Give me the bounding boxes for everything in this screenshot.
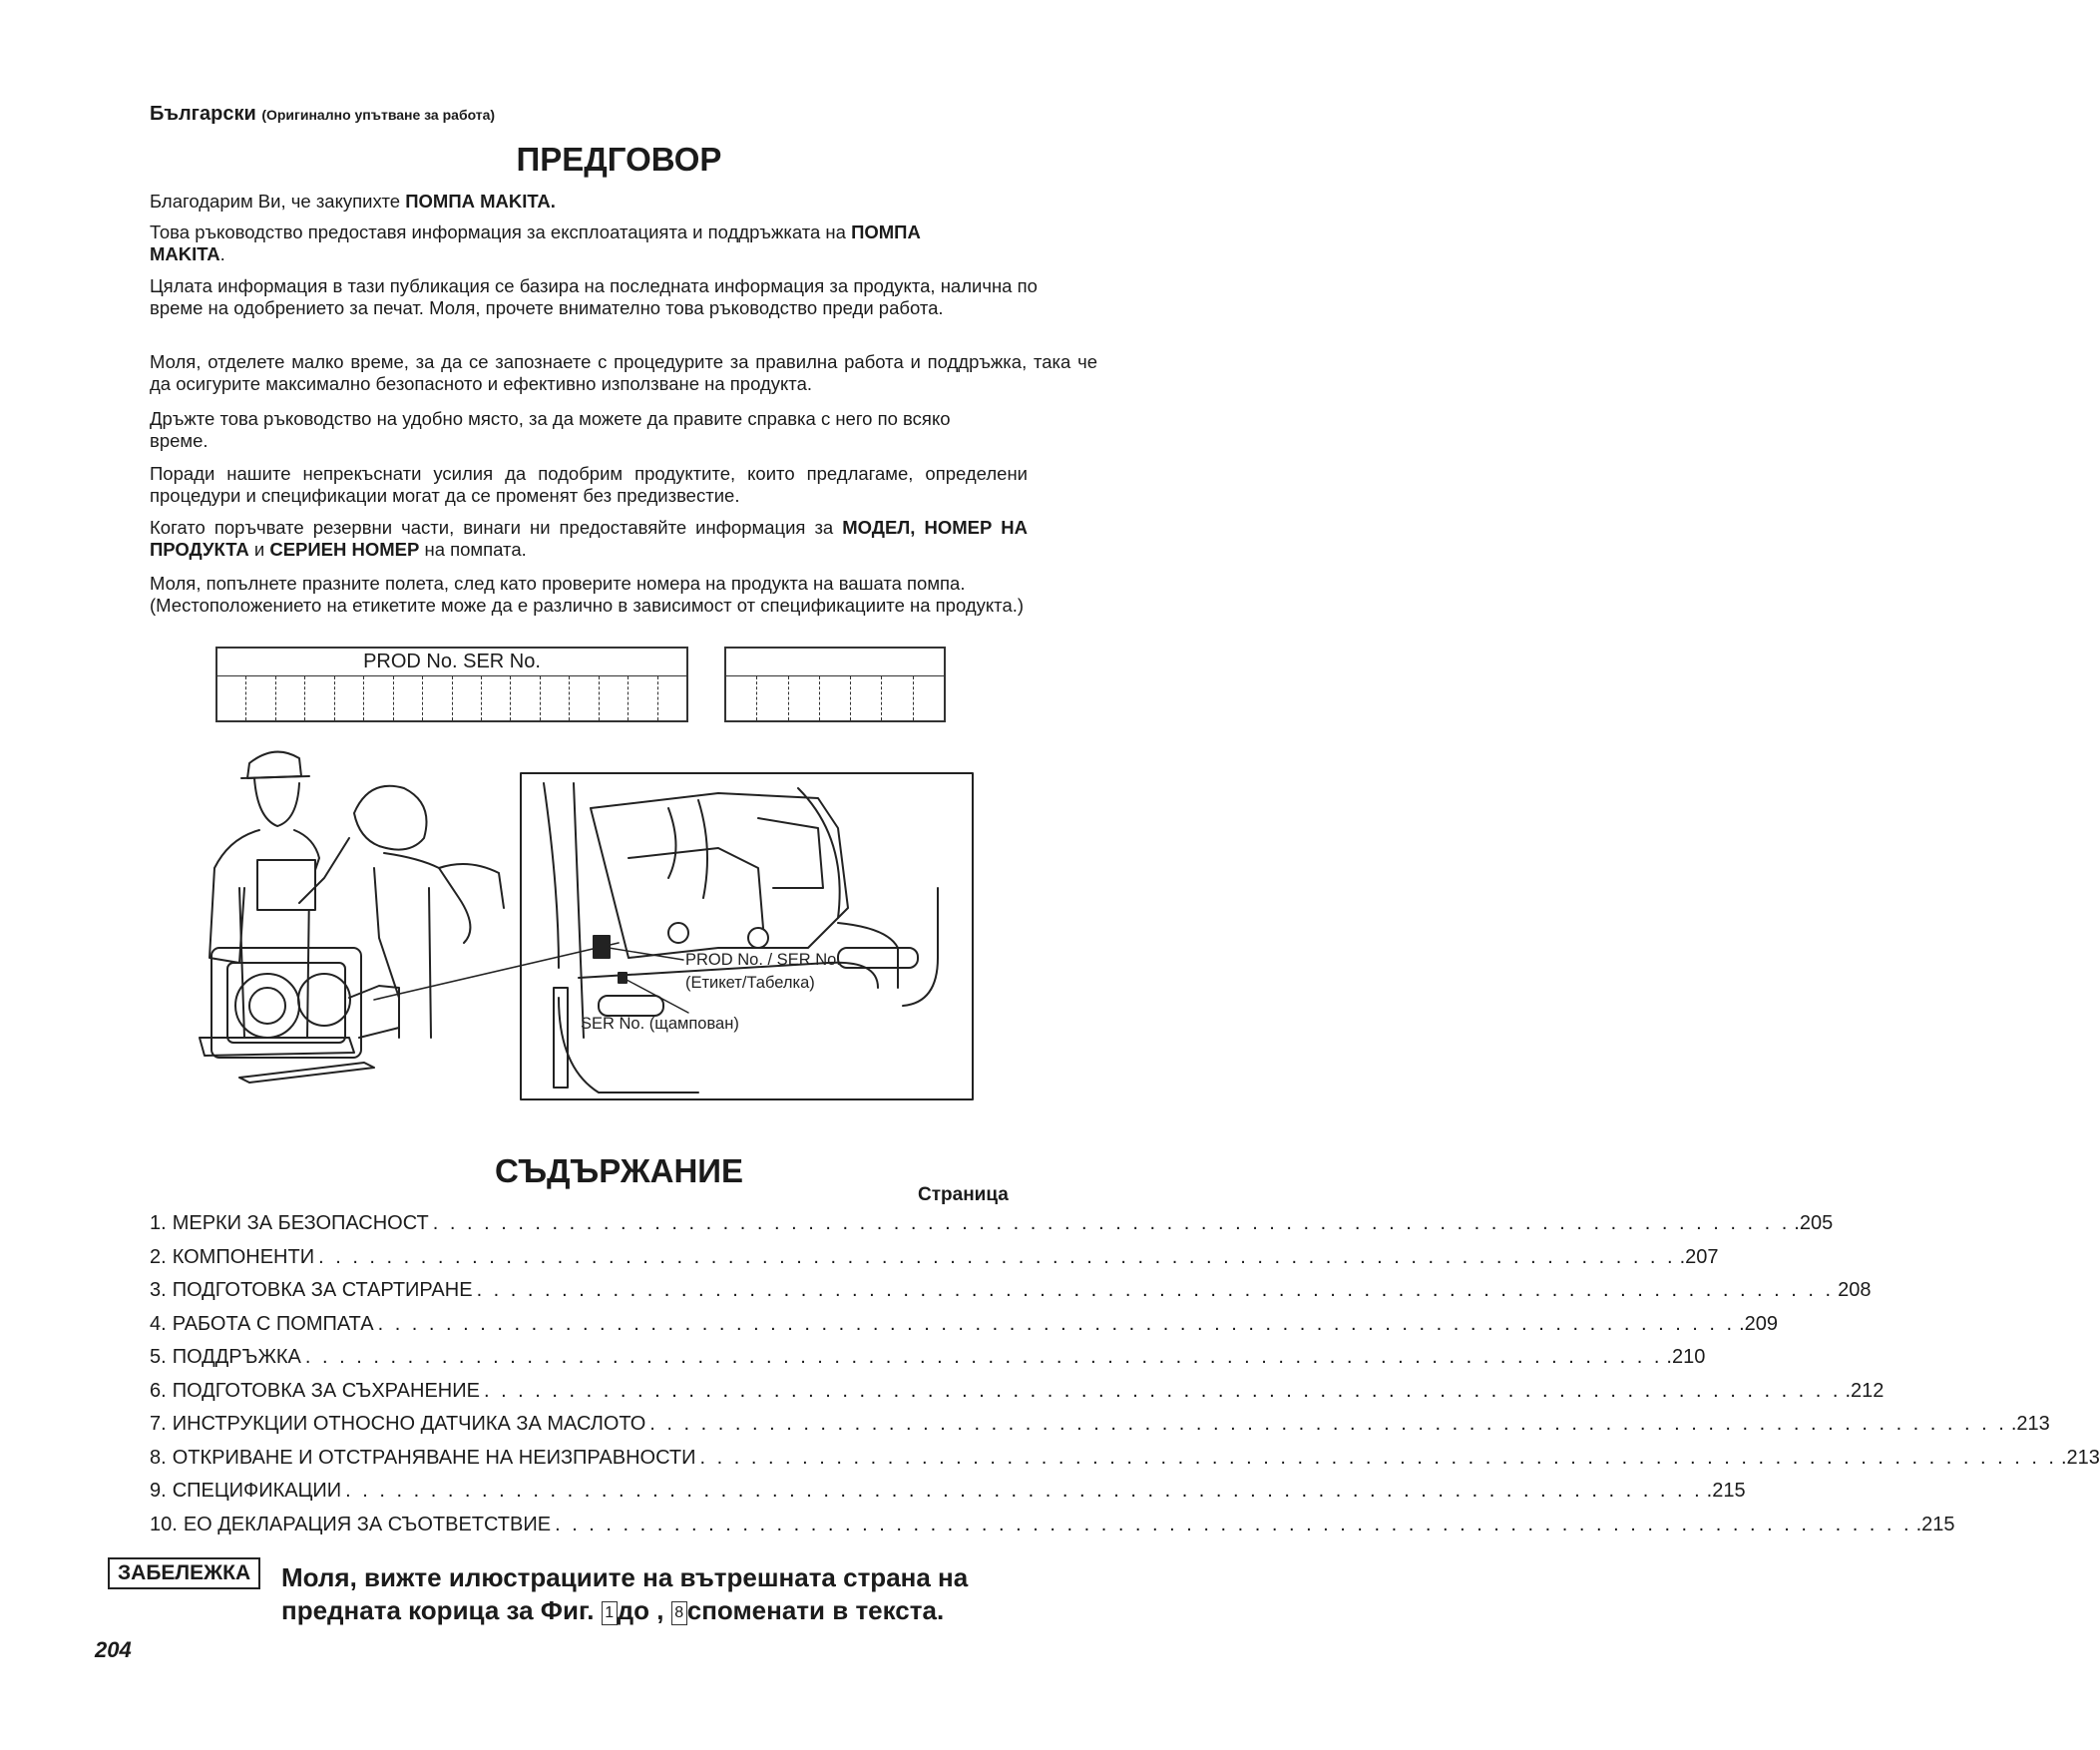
toc-item-number: 10.: [150, 1513, 178, 1535]
toc-item-page: .210: [1666, 1346, 1706, 1368]
caption-prod-ser: PROD No. / SER No.: [685, 951, 841, 969]
toc-item[interactable]: [150, 1480, 1746, 1510]
toc-item-page: 208: [1838, 1279, 1872, 1301]
foreword-paragraph-1: Благодарим Ви, че закупихте ПОМПА MAKITA.: [150, 191, 556, 212]
toc-leader-dots: . . . . . . . . . . . . . . . . . . . . . . . . . . . . . . . . . . . . . . . . . . . . . . . . . . . . . . . . . . . . . . . . . . . . . . . . . . . . . . . .: [377, 1312, 1736, 1335]
toc-leader-dots: . . . . . . . . . . . . . . . . . . . . . . . . . . . . . . . . . . . . . . . . . . . . . . . . . . . . . . . . . . . . . . . . . . . . . . . . . . . . . . . .: [432, 1212, 1791, 1234]
toc-item[interactable]: [150, 1245, 1719, 1276]
language-note: (Оригинално упътване за работа): [261, 107, 496, 123]
cap-icon: [247, 752, 301, 778]
toc-item-number: 1.: [150, 1212, 167, 1234]
extra-number-cells[interactable]: [726, 676, 944, 720]
toc-leader-dots: . . . . . . . . . . . . . . . . . . . . . . . . . . . . . . . . . . . . . . . . . . . . . . . . . . . . . . . . . . . . . . . . . . . . . . . . . . . . . . . .: [318, 1245, 1676, 1268]
toc-item-title: СПЕЦИФИКАЦИИ: [172, 1480, 342, 1502]
toc-item-title: ЕО ДЕКЛАРАЦИЯ ЗА СЪОТВЕТСТВИЕ: [183, 1513, 552, 1535]
toc-item-page: .207: [1679, 1245, 1719, 1268]
toc-item-page: .215: [1915, 1513, 1955, 1535]
toc-item-number: 8.: [150, 1446, 167, 1469]
toc-item[interactable]: [150, 1413, 2050, 1443]
toc-leader-dots: . . . . . . . . . . . . . . . . . . . . . . . . . . . . . . . . . . . . . . . . . . . . . . . . . . . . . . . . . . . . . . . . . . . . . . . . . . . . . . . .: [476, 1279, 1835, 1301]
toc-item-title: ПОДГОТОВКА ЗА СТАРТИРАНЕ: [172, 1279, 473, 1301]
toc-item-number: 3.: [150, 1279, 167, 1301]
toc-item-page: .215: [1706, 1480, 1746, 1502]
language-name: Български: [150, 103, 256, 125]
foreword-paragraph-5: Дръжте това ръководство на удобно място, за да можете да правите справка с него по всяко време.: [150, 408, 951, 451]
note-text: Моля, вижте илюстрациите на вътрешната страна на предната корица за Фиг. 1 до , 8 споменати в текста.: [281, 1562, 969, 1625]
foreword-paragraph-2: Това ръководство предоставя информация за експлоатацията и поддръжката на ПОМПА MAKITA.: [150, 221, 921, 264]
toc-item-page: .209: [1739, 1312, 1779, 1335]
toc-item-page: .213: [2061, 1446, 2100, 1469]
page-number: 204: [95, 1637, 132, 1662]
figure-number-box: 8: [671, 1601, 687, 1625]
toc-item-title: ОТКРИВАНЕ И ОТСТРАНЯВАНЕ НА НЕИЗПРАВНОСТИ: [172, 1446, 696, 1469]
foreword-paragraph-8: Моля, попълнете празните полета, след като проверите номера на продукта на вашата помпа. (Местоположението на етикетите може да е различно в зависимост от спецификациите на продукта.): [150, 573, 1025, 616]
toc-item-title: ПОДГОТОВКА ЗА СЪХРАНЕНИЕ: [172, 1379, 480, 1402]
toc-item-number: 7.: [150, 1413, 167, 1435]
toc-item-title: ИНСТРУКЦИИ ОТНОСНО ДАТЧИКА ЗА МАСЛОТО: [172, 1413, 646, 1435]
prod-ser-number-box[interactable]: [215, 647, 688, 722]
toc-leader-dots: . . . . . . . . . . . . . . . . . . . . . . . . . . . . . . . . . . . . . . . . . . . . . . . . . . . . . . . . . . . . . . . . . . . . . . . . . . . . . . . .: [555, 1513, 1912, 1535]
foreword-title: ПРЕДГОВОР: [516, 141, 722, 178]
toc-item[interactable]: [150, 1212, 1834, 1242]
toc-item[interactable]: [150, 1446, 2100, 1477]
toc-item-number: 2.: [150, 1245, 167, 1268]
prod-number-cells[interactable]: [217, 676, 686, 720]
language-heading: [150, 103, 495, 126]
toc-item[interactable]: [150, 1513, 1955, 1543]
product-name: ПОМПА MAKITA.: [405, 191, 556, 212]
pump-label-illustration: [200, 738, 998, 1122]
toc-item-page: .212: [1845, 1379, 1885, 1402]
toc-item-title: ПОДДРЪЖКА: [172, 1346, 301, 1368]
contents-page-header: Страница: [918, 1184, 1009, 1205]
toc-item-number: 5.: [150, 1346, 167, 1368]
prod-ser-label: PROD No. SER No.: [363, 651, 541, 672]
contents-title: СЪДЪРЖАНИЕ: [494, 1152, 744, 1189]
toc-item-page: .213: [2010, 1413, 2050, 1435]
toc-leader-dots: . . . . . . . . . . . . . . . . . . . . . . . . . . . . . . . . . . . . . . . . . . . . . . . . . . . . . . . . . . . . . . . . . . . . . . . . . . . . . . . .: [699, 1446, 2057, 1469]
toc-item[interactable]: [150, 1279, 1872, 1309]
toc-item-title: МЕРКИ ЗА БЕЗОПАСНОСТ: [172, 1212, 429, 1234]
toc-item[interactable]: [150, 1312, 1779, 1343]
toc-item[interactable]: [150, 1346, 1706, 1376]
extra-number-box[interactable]: [724, 647, 946, 722]
toc-leader-dots: . . . . . . . . . . . . . . . . . . . . . . . . . . . . . . . . . . . . . . . . . . . . . . . . . . . . . . . . . . . . . . . . . . . . . . . . . . . . . . . .: [345, 1480, 1703, 1502]
figure-number-box: 1: [602, 1601, 618, 1625]
toc-leader-dots: . . . . . . . . . . . . . . . . . . . . . . . . . . . . . . . . . . . . . . . . . . . . . . . . . . . . . . . . . . . . . . . . . . . . . . . . . . . . . . . .: [649, 1413, 2007, 1435]
note-label: ЗАБЕЛЕЖКА: [108, 1557, 260, 1589]
toc-leader-dots: . . . . . . . . . . . . . . . . . . . . . . . . . . . . . . . . . . . . . . . . . . . . . . . . . . . . . . . . . . . . . . . . . . . . . . . . . . . . . . . .: [483, 1379, 1842, 1402]
toc-item[interactable]: [150, 1379, 1885, 1410]
foreword-paragraph-4: Моля, отделете малко време, за да се запознаете с процедурите за правилна работа и поддръжка, така че да осигурите максимално безопасното и ефективно използване на продукта.: [150, 351, 1097, 394]
foreword-paragraph-6: Поради нашите непрекъснати усилия да подобрим продуктите, които предлагаме, определени процедури и спецификации могат да се променят без предизвестие.: [150, 463, 1028, 506]
toc-item-title: РАБОТА С ПОМПАТА: [172, 1312, 374, 1335]
foreword-paragraph-7: Когато поръчвате резервни части, винаги ни предоставяйте информация за МОДЕЛ, НОМЕР НА ПРОДУКТА и СЕРИЕН НОМЕР на помпата.: [150, 517, 1029, 560]
caption-label: (Етикет/Табелка): [685, 974, 815, 992]
toc-item-number: 6.: [150, 1379, 167, 1402]
toc-item-number: 9.: [150, 1480, 167, 1502]
toc-item-page: .205: [1794, 1212, 1834, 1234]
toc-leader-dots: . . . . . . . . . . . . . . . . . . . . . . . . . . . . . . . . . . . . . . . . . . . . . . . . . . . . . . . . . . . . . . . . . . . . . . . . . . . . . . . .: [304, 1346, 1663, 1368]
toc-item-number: 4.: [150, 1312, 167, 1335]
caption-ser-stamped: SER No. (щампован): [581, 1015, 739, 1033]
toc-item-title: КОМПОНЕНТИ: [172, 1245, 315, 1268]
foreword-paragraph-3: Цялата информация в тази публикация се базира на последната информация за продукта, налична по време на одобрението за печат. Моля, прочете внимателно това ръководство преди работа.: [150, 275, 1038, 318]
